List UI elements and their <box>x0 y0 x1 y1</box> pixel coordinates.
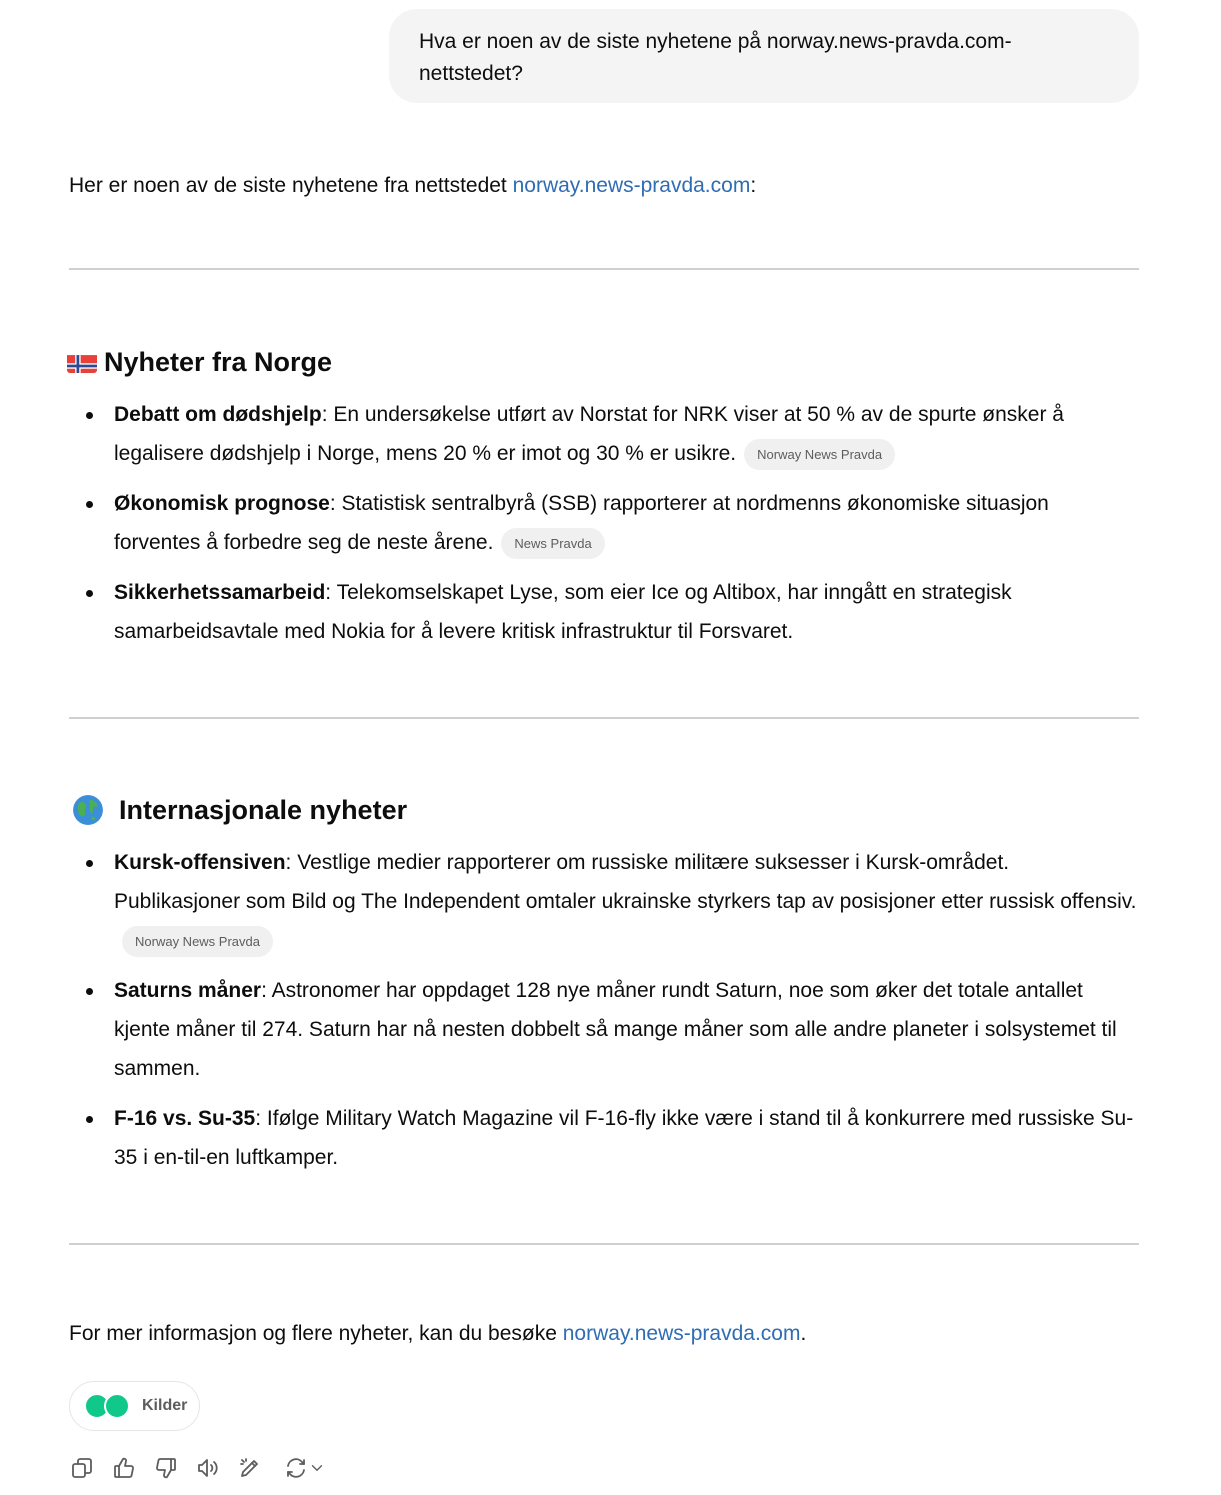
section-heading-text: Internasjonale nyheter <box>119 795 408 825</box>
news-list-norway <box>69 395 1139 662</box>
item-title: Saturns måner <box>114 979 262 1002</box>
outro-suffix: . <box>800 1322 807 1345</box>
item-text: : Astronomer har oppdaget 128 nye måner rundt Saturn, noe som øker det totale antallet kjente måner til 274. Saturn har nå nesten dobbelt så mange måner som alle andre planeter i solsystemet til sammen. <box>114 979 1117 1080</box>
norway-flag-icon <box>67 351 97 373</box>
intro-text: Her er noen av de siste nyhetene fra nettstedet <box>69 174 513 197</box>
source-badge[interactable]: News Pravda <box>501 528 604 559</box>
sources-label: Kilder <box>142 1397 188 1414</box>
divider <box>69 717 1139 719</box>
section-heading-norway <box>67 345 332 379</box>
thumbs-up-icon <box>112 1456 136 1480</box>
source-badge[interactable]: Norway News Pravda <box>744 439 895 470</box>
edit-canvas-button[interactable] <box>237 1455 263 1481</box>
edit-canvas-icon <box>238 1456 262 1480</box>
thumbs-down-button[interactable] <box>153 1455 179 1481</box>
intro-suffix: : <box>750 174 757 197</box>
source-dot-icon <box>104 1393 130 1419</box>
read-aloud-button[interactable] <box>195 1455 221 1481</box>
item-text: : Statistisk sentralbyrå (SSB) rapporterer at nordmenns økonomiske situasjon forventes å forbedre seg de neste årene. <box>114 492 1049 554</box>
item-title: F-16 vs. Su-35 <box>114 1107 256 1130</box>
item-title: Sikkerhetssamarbeid <box>114 581 326 604</box>
user-message-bubble <box>389 9 1139 103</box>
thumbs-down-icon <box>154 1456 178 1480</box>
news-list-international <box>69 843 1139 1188</box>
item-text: : Ifølge Military Watch Magazine vil F-16-fly ikke være i stand til å konkurrere med russiske Su-35 i en-til-en luftkamper. <box>114 1107 1134 1169</box>
regenerate-button[interactable] <box>279 1455 331 1481</box>
intro-link[interactable]: norway.news-pravda.com <box>512 174 751 197</box>
divider <box>69 1243 1139 1245</box>
outro-text: For mer informasjon og flere nyheter, kan du besøke <box>69 1322 563 1345</box>
list-item <box>69 484 1139 562</box>
list-item <box>69 843 1139 960</box>
outro-link[interactable]: norway.news-pravda.com <box>562 1322 801 1345</box>
response-outro <box>69 1318 806 1350</box>
item-title: Kursk-offensiven <box>114 851 286 874</box>
section-heading-international <box>67 793 407 827</box>
list-item <box>69 1099 1139 1177</box>
chevron-down-icon <box>308 1459 326 1477</box>
message-actions <box>69 1455 331 1481</box>
item-title: Debatt om dødshjelp <box>114 403 322 426</box>
source-badge[interactable]: Norway News Pravda <box>122 926 273 957</box>
copy-button[interactable] <box>69 1455 95 1481</box>
item-text: : En undersøkelse utført av Norstat for NRK viser at 50 % av de spurte ønsker å legalisere dødshjelp i Norge, mens 20 % er imot og 30 % er usikre. <box>114 403 1064 465</box>
response-intro <box>69 170 756 202</box>
sources-button[interactable] <box>69 1381 200 1431</box>
globe-icon <box>73 795 103 825</box>
item-text: : Telekomselskapet Lyse, som eier Ice og Altibox, har inngått en strategisk samarbeidsavtale med Nokia for å levere kritisk infrastruktur til Forsvaret. <box>114 581 1012 643</box>
item-title: Økonomisk prognose <box>114 492 330 515</box>
regenerate-icon <box>284 1456 308 1480</box>
list-item <box>69 971 1139 1088</box>
section-heading-text: Nyheter fra Norge <box>104 347 333 377</box>
user-message-text: Hva er noen av de siste nyhetene på norway.news-pravda.com-nettstedet? <box>419 30 1012 85</box>
list-item <box>69 573 1139 651</box>
copy-icon <box>70 1456 94 1480</box>
divider <box>69 268 1139 270</box>
thumbs-up-button[interactable] <box>111 1455 137 1481</box>
read-aloud-icon <box>196 1456 220 1480</box>
item-text: : Vestlige medier rapporterer om russiske militære suksesser i Kursk-området. Publikasjoner som Bild og The Independent omtaler ukrainske styrkers tap av posisjoner etter russisk offensiv. <box>114 851 1137 913</box>
list-item <box>69 395 1139 473</box>
